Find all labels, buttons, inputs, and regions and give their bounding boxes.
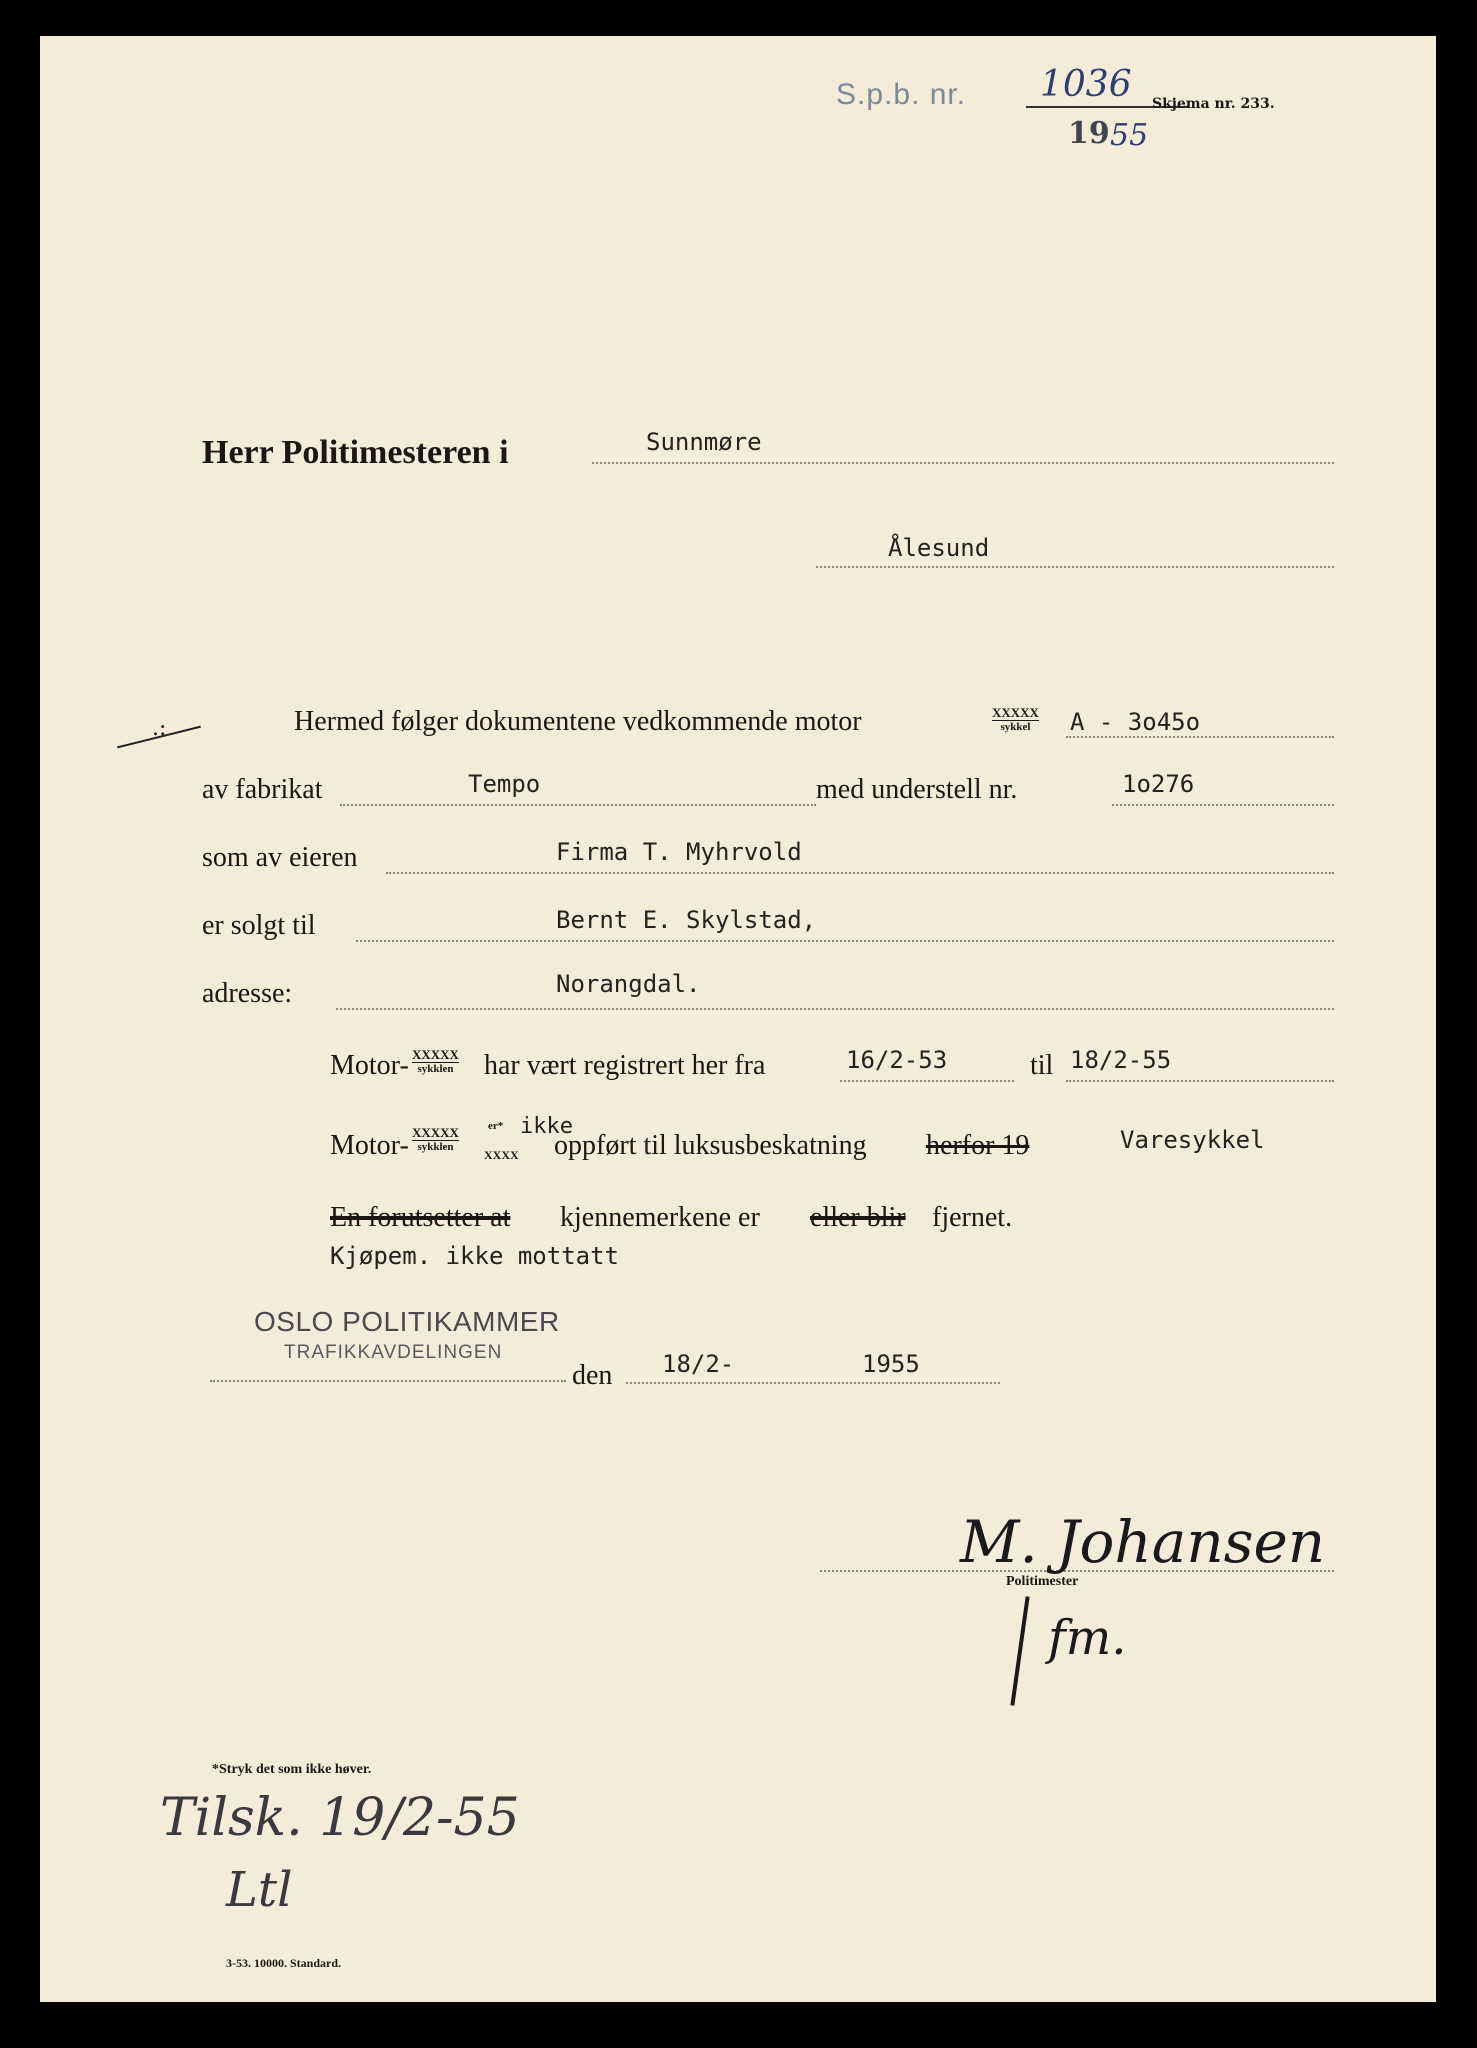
lux-struck-3: herfor 19 (926, 1130, 1030, 1161)
lux-ikke: ikke (520, 1114, 573, 1139)
intro-text: Hermed følger dokumentene vedkommende motor (294, 706, 862, 737)
owner-label: som av eieren (202, 842, 358, 873)
address-line (336, 1008, 1334, 1010)
chassis-line (1112, 804, 1334, 806)
owner-line (386, 872, 1334, 874)
lux-struck: XXXXX sykklen (412, 1125, 459, 1153)
lux-struck-2: XXXX (484, 1148, 519, 1162)
address-label: adresse: (202, 978, 293, 1009)
date-day: 18/2- (662, 1350, 735, 1378)
year-prefix: 19 (1068, 116, 1110, 151)
date-year: 1955 (862, 1350, 920, 1378)
signature-name: M. Johansen (960, 1508, 1326, 1576)
margin-dot-mark: .: (152, 716, 167, 741)
plates-struck-2: eller blir (810, 1202, 906, 1233)
place-line (210, 1380, 566, 1382)
addressee-label: Herr Politimesteren i (202, 434, 509, 471)
handwritten-note-1: Tilsk. 19/2-55 (160, 1788, 520, 1848)
spb-label: S.p.b. nr. (836, 78, 967, 111)
reg-struck: XXXXX sykklen (412, 1047, 459, 1075)
reg-to-line (1066, 1080, 1334, 1082)
lux-type-value: Varesykkel (1120, 1126, 1265, 1154)
handwritten-note-2: Ltl (226, 1862, 293, 1918)
buyer-label: er solgt til (202, 910, 316, 941)
plates-struck: En forutsetter at (330, 1202, 511, 1233)
spb-number: 1036 (1040, 64, 1132, 105)
fabrikat-value: Tempo (468, 770, 541, 798)
signature-title: Politimester (1006, 1574, 1079, 1589)
reg-from-value: 16/2-53 (846, 1046, 948, 1074)
motor-struck: XXXXX sykkel (992, 705, 1039, 733)
fabrikat-label: av fabrikat (202, 774, 323, 805)
reg-to-value: 18/2-55 (1070, 1046, 1172, 1074)
reg-to-label: til (1030, 1050, 1054, 1081)
stamp-line-1: OSLO POLITIKAMMER (254, 1306, 560, 1337)
lux-text: oppført til luksusbeskatning (554, 1130, 867, 1161)
buyer-line (356, 940, 1334, 942)
print-info: 3-53. 10000. Standard. (226, 1956, 342, 1970)
reg-prefix: Motor- (330, 1050, 409, 1081)
form-number: Skjema nr. 233. (1152, 96, 1275, 112)
city-line (816, 566, 1334, 568)
registration-value: A - 3o45o (1070, 708, 1201, 736)
city-value: Ålesund (888, 534, 990, 562)
chassis-value: 1o276 (1122, 770, 1195, 798)
year-suffix: 55 (1110, 118, 1149, 153)
chassis-label: med understell nr. (816, 774, 1018, 805)
district-value: Sunnmøre (646, 428, 762, 456)
plates-text: kjennemerkene er (560, 1202, 760, 1233)
address-value: Norangdal. (556, 970, 701, 998)
lux-prefix: Motor- (330, 1130, 409, 1161)
buyer-value: Bernt E. Skylstad, (556, 906, 817, 934)
district-line (592, 462, 1334, 464)
plates-end: fjernet. (932, 1202, 1013, 1233)
date-label: den (572, 1360, 613, 1391)
owner-value: Firma T. Myhrvold (556, 838, 802, 866)
reg-text: har vært registrert her fra (484, 1050, 766, 1081)
fabrikat-line (340, 804, 816, 806)
footnote: *Stryk det som ikke høver. (212, 1762, 372, 1777)
reg-from-line (840, 1080, 1014, 1082)
buyer-receipt-note: Kjøpem. ikke mottatt (330, 1242, 619, 1270)
document-page (40, 36, 1436, 2002)
signature-initials: fm. (1048, 1610, 1127, 1666)
registration-line (1066, 736, 1334, 738)
date-line (626, 1382, 1000, 1384)
stamp-line-2: TRAFIKKAVDELINGEN (284, 1342, 503, 1363)
lux-er-mark: er* (488, 1120, 504, 1132)
signature-stroke (1010, 1596, 1029, 1705)
